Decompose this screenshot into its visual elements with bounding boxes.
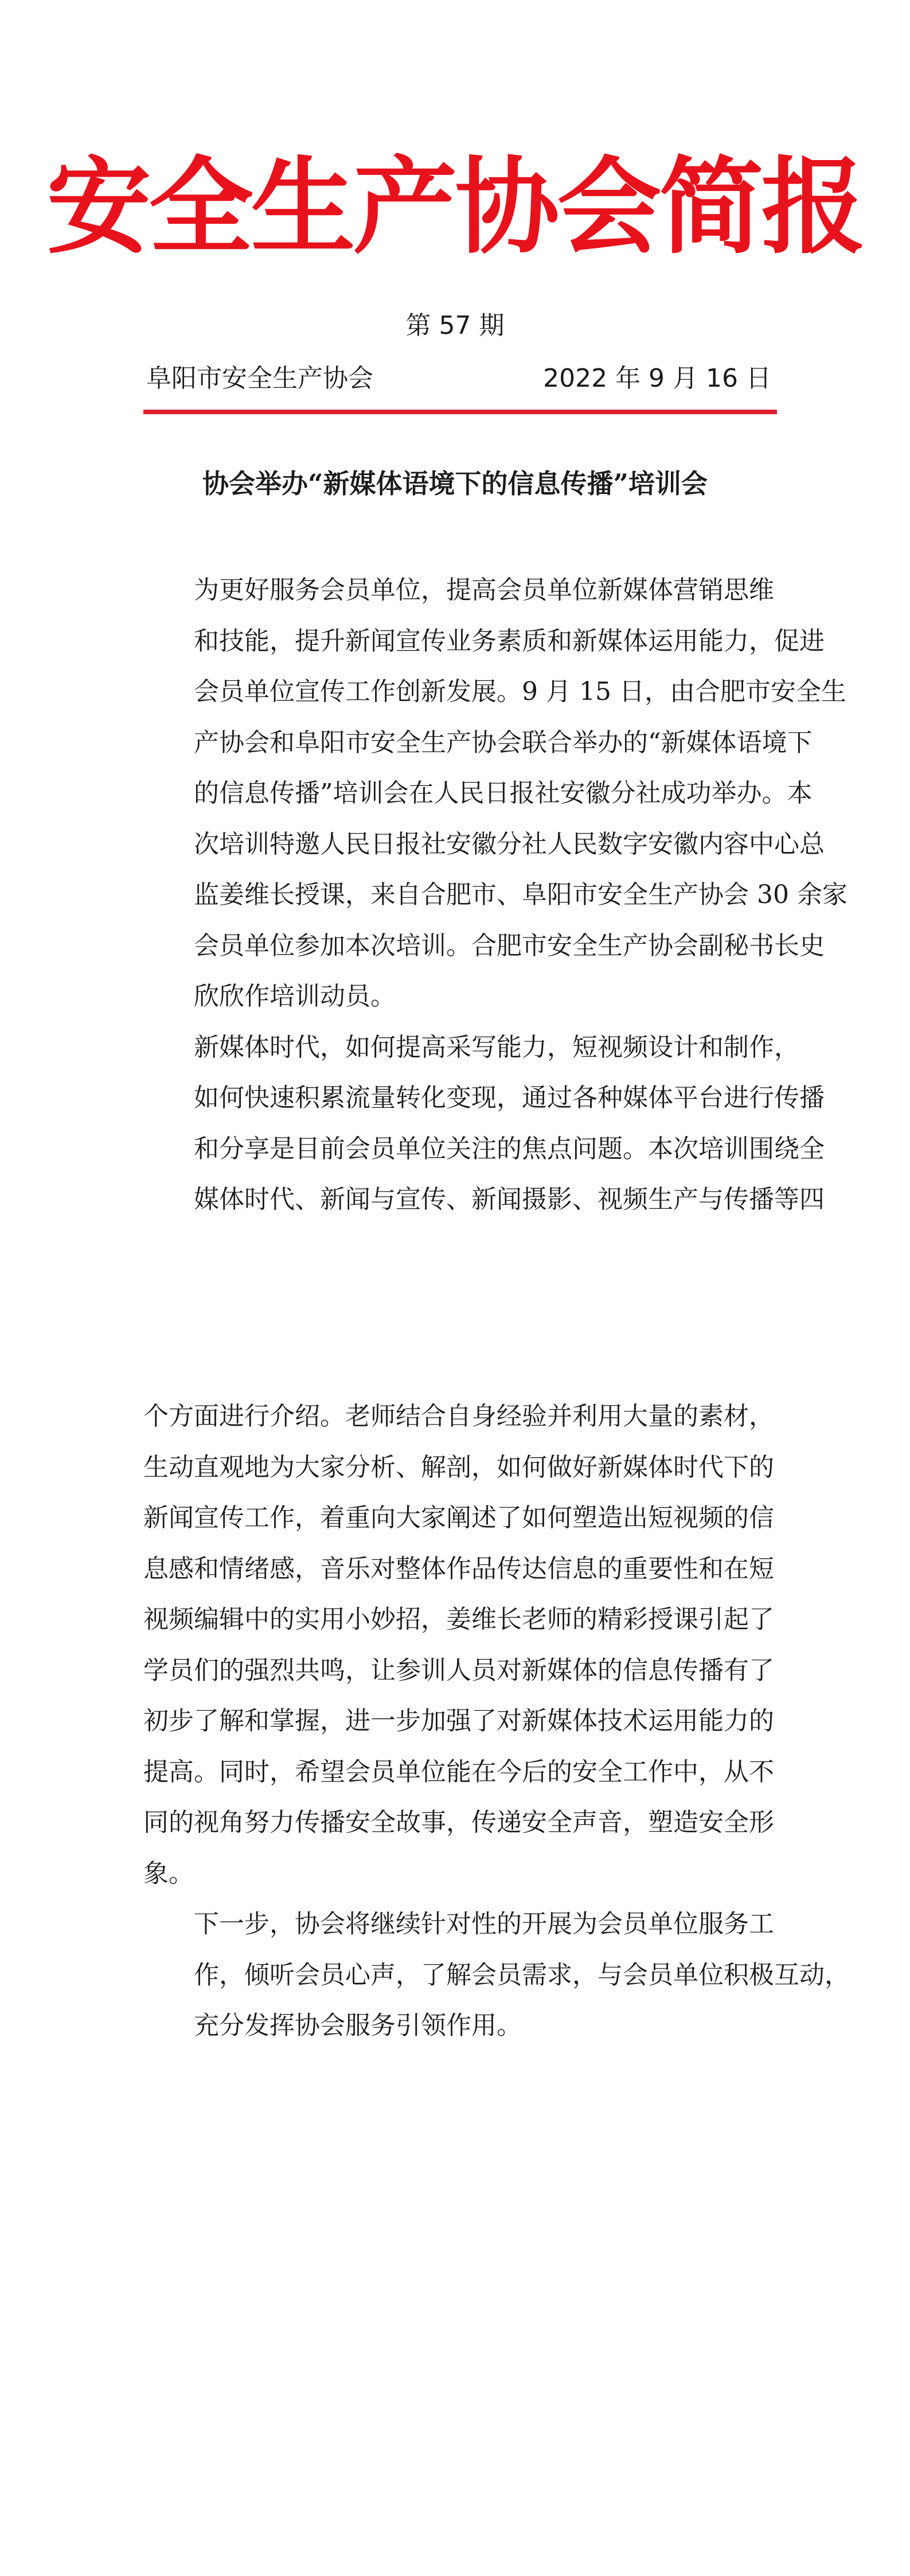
text-line: 学员们的强烈共鸣，让参训人员对新媒体的信息传播有了 — [143, 1655, 774, 1685]
text-line: 个方面进行介绍。老师结合自身经验并利用大量的素材， — [143, 1402, 774, 1431]
paragraph-2 — [143, 1022, 825, 1225]
text-line: 新媒体时代，如何提高采写能力，短视频设计和制作， — [194, 1032, 799, 1062]
text-line: 次培训特邀人民日报社安徽分社人民数字安徽内容中心总 — [194, 829, 825, 859]
text-line: 欣欣作培训动员。 — [194, 982, 396, 1011]
text-line: 生动直观地为大家分析、解剖，如何做好新媒体时代下的 — [143, 1452, 774, 1482]
text-line: 媒体时代、新闻与宣传、新闻摄影、视频生产与传播等四 — [194, 1185, 825, 1214]
organization-name: 阜阳市安全生产协会 — [146, 364, 373, 393]
text-line: 新闻宣传工作，着重向大家阐述了如何塑造出短视频的信 — [143, 1503, 774, 1532]
text-line: 如何快速积累流量转化变现，通过各种媒体平台进行传播 — [194, 1083, 825, 1112]
publish-date: 2022 年 9 月 16 日 — [543, 364, 771, 393]
text-line: 会员单位宣传工作创新发展。9 月 15 日，由合肥市安全生 — [194, 677, 846, 706]
text-line: 作，倾听会员心声，了解会员需求，与会员单位积极互动， — [194, 1960, 850, 1990]
text-line: 监姜维长授课，来自合肥市、阜阳市安全生产协会 30 余家 — [194, 880, 847, 909]
text-line: 提高。同时，希望会员单位能在今后的安全工作中，从不 — [143, 1757, 774, 1787]
article-title: 协会举办“新媒体语境下的信息传播”培训会 — [202, 468, 708, 499]
meta-row — [146, 361, 771, 396]
text-line: 充分发挥协会服务引领作用。 — [194, 2011, 522, 2040]
paragraph-2-continued — [143, 1391, 774, 1899]
article-body-page-1 — [143, 565, 847, 1225]
text-line: 初步了解和掌握，进一步加强了对新媒体技术运用能力的 — [143, 1706, 774, 1736]
text-line: 同的视角努力传播安全故事，传递安全声音，塑造安全形 — [143, 1808, 774, 1837]
text-line: 为更好服务会员单位，提高会员单位新媒体营销思维 — [194, 575, 774, 605]
text-line: 视频编辑中的实用小妙招，姜维长老师的精彩授课引起了 — [143, 1605, 774, 1634]
paragraph-1 — [143, 565, 847, 1022]
text-line: 会员单位参加本次培训。合肥市安全生产协会副秘书长史 — [194, 931, 825, 960]
text-line: 下一步，协会将继续针对性的开展为会员单位服务工 — [194, 1909, 774, 1939]
text-line: 产协会和阜阳市安全生产协会联合举办的“新媒体语境下 — [194, 727, 813, 757]
text-line: 和分享是目前会员单位关注的焦点问题。本次培训围绕全 — [194, 1134, 825, 1164]
text-line: 和技能，提升新闻宣传业务素质和新媒体运用能力，促进 — [194, 626, 825, 656]
red-divider — [143, 410, 777, 414]
article-body-page-2 — [143, 1391, 850, 2052]
text-line: 象。 — [143, 1858, 194, 1888]
issue-number: 第 57 期 — [405, 311, 505, 340]
masthead-title: 安全生产协会简报 — [46, 145, 864, 268]
text-line: 息感和情绪感，音乐对整体作品传达信息的重要性和在短 — [143, 1554, 774, 1583]
paragraph-3 — [143, 1899, 850, 2052]
text-line: 的信息传播”培训会在人民日报社安徽分社成功举办。本 — [194, 779, 813, 808]
